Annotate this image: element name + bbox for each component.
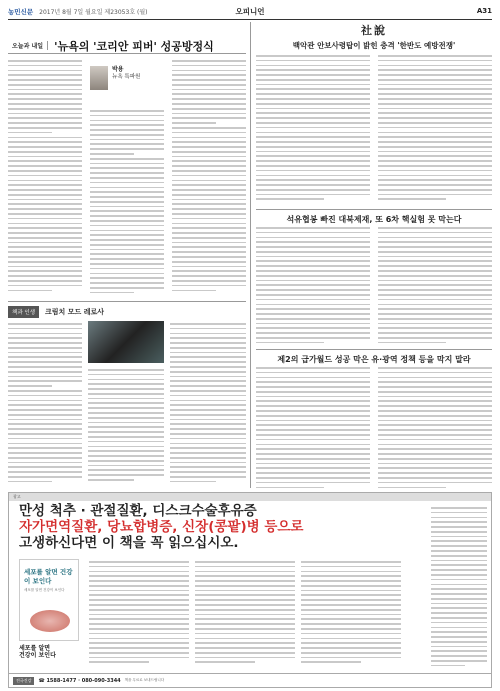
column-body: [8, 60, 246, 300]
editorial-heading: 社說: [361, 24, 387, 37]
ad-text-1: [89, 561, 189, 669]
ad-label: 광고: [9, 493, 491, 501]
column-text-3: [172, 60, 246, 298]
column-text-2: [90, 110, 164, 298]
ad-text-3: [301, 561, 401, 669]
ad-note: 책을 무료로 보내드립니다: [124, 678, 165, 682]
newspaper-logo: 농민신문: [8, 7, 34, 16]
writer-name: 박용: [112, 66, 124, 73]
issue-date: 2017년 8월 7일 월요일 제23053호 (월): [39, 8, 148, 16]
page-number: A31: [476, 7, 492, 15]
editorial-2-body: [256, 227, 492, 345]
ad-sidebar-text: [431, 507, 487, 683]
column-divider: [250, 22, 251, 488]
column-text-1: [8, 60, 82, 298]
book-header: [8, 305, 246, 319]
cell-illustration: [30, 610, 70, 632]
ad-org: 전국건강: [13, 677, 34, 685]
section-title: 오피니언: [235, 6, 265, 16]
section-divider: [8, 301, 246, 302]
book-title: 크림치 모드 레로사: [45, 308, 104, 316]
ad-book-subtitle: 세포를 알면 건강이 보인다: [24, 588, 65, 592]
page-header: [8, 4, 492, 18]
ad-text-2: [195, 561, 295, 669]
editorial-title-3: 제2의 급가월드 성공 막은 유·광역 정책 등을 막지 말라: [277, 355, 471, 364]
ad-headline-1: 만성 척추 · 관절질환, 디스크수술후유증: [19, 503, 257, 519]
book-text-3: [170, 323, 246, 483]
column-tag: 오늘과 내일: [8, 41, 48, 50]
writer-photo: [90, 66, 108, 90]
ad-book-title: 세포를 알면 건강이 보인다: [24, 568, 73, 585]
writer-role: 뉴욕 특파원: [112, 74, 141, 80]
ad-headline-2: 자가면역질환, 당뇨합병증, 신장(콩팥)병 등으로: [19, 519, 304, 535]
ad-headline: [9, 503, 429, 551]
ad-headline-3: 고생하신다면 이 책을 꼭 읽으십시오.: [19, 535, 239, 551]
book-text-2: [88, 369, 164, 483]
editorial-title-1: 백악관 안보사령탑이 밝힌 충격 '한반도 예방전쟁': [292, 41, 456, 50]
book-text-1: [8, 323, 82, 483]
advertisement: [8, 492, 492, 688]
ad-slogan: 세포를 알면 건강이 보인다: [19, 645, 56, 659]
column-article: [8, 38, 246, 300]
writer-box: [90, 66, 164, 106]
ad-phone: ☎ 1588-1477 · 080-090-3344: [38, 677, 121, 684]
book-photo: [88, 321, 164, 363]
ad-footer: [9, 673, 491, 687]
column-header: [8, 38, 246, 54]
book-review: [8, 305, 246, 487]
editorial-1-body: [256, 55, 492, 205]
editorial-section: [256, 20, 492, 488]
editorial-title-2: 석유협봉 빠진 대북제재, 또 6차 핵실험 못 막는다: [286, 215, 462, 224]
column-title: '뉴욕의 '코리안 피버' 성공방정식: [54, 39, 214, 53]
editorial-3-body: [256, 367, 492, 493]
book-label: 책과 인생: [8, 306, 39, 318]
ad-book-cover: [19, 559, 79, 641]
